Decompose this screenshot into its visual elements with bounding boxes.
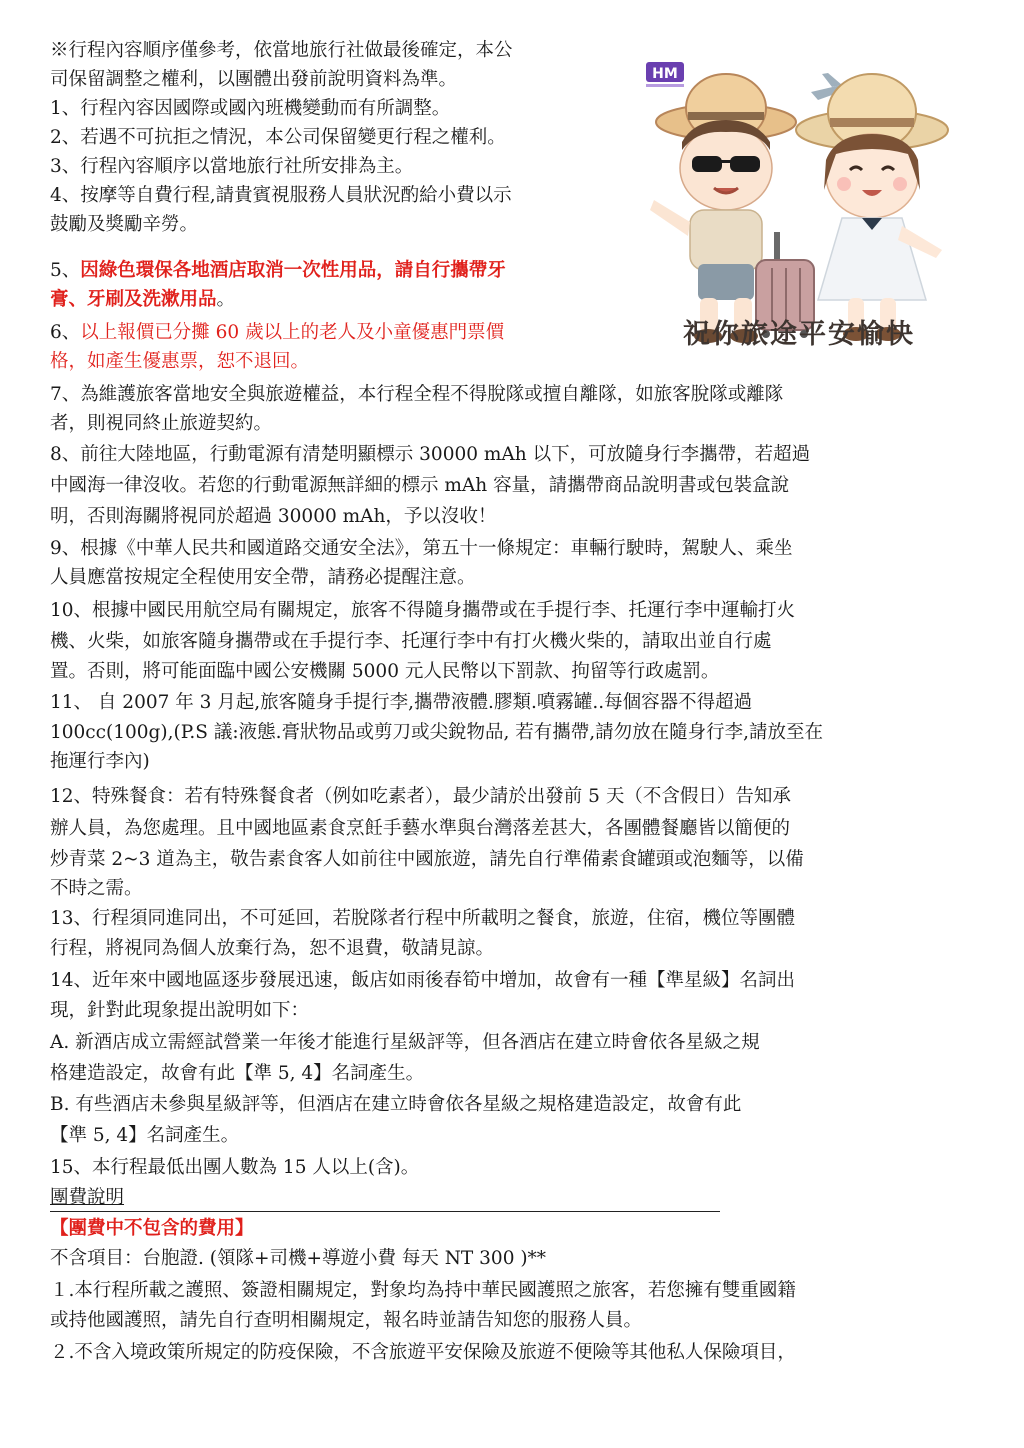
girl-traveler-icon — [796, 74, 948, 341]
item-5 — [50, 256, 506, 285]
note-line: 鼓勵及獎勵辛勞。 — [50, 214, 199, 235]
item-5-warning: 因綠色環保各地酒店取消一次性用品，請自行攜帶牙 — [80, 260, 506, 281]
body-line: 11、 自 2007 年 3 月起,旅客隨身手提行李,攜帶液體.膠類.噴霧罐..每個容器不得超過 — [50, 692, 753, 713]
item-5-number: 5、 — [50, 260, 81, 281]
fee-line: ２.不含入境政策所規定的防疫保險，不含旅遊平安保險及旅遊不便險等其他私人保險項目， — [50, 1342, 796, 1363]
body-line: B. 有些酒店未參與星級評等，但酒店在建立時會依各星級之規格建造設定，故會有此 — [50, 1094, 742, 1115]
body-line: 行程，將視同為個人放棄行為，恕不退費，敬請見諒。 — [50, 938, 495, 959]
excluded-fees-heading: 【團費中不包含的費用】 — [50, 1218, 254, 1239]
body-line: 不時之需。 — [50, 878, 143, 899]
body-line: 14、近年來中國地區逐步發展迅速，飯店如雨後春筍中增加，故會有一種【準星級】名詞出 — [50, 970, 796, 991]
note-line: ※行程內容順序僅參考，依當地旅行社做最後確定，本公 — [50, 40, 513, 61]
body-line: 9、根據《中華人民共和國道路交通安全法》，第五十一條規定：車輛行駛時，駕駛人、乘坐 — [50, 538, 793, 559]
item-6 — [50, 318, 504, 347]
body-line: 7、為維護旅客當地安全與旅遊權益，本行程全程不得脫隊或擅自離隊，如旅客脫隊或離隊 — [50, 384, 784, 405]
logo — [646, 62, 684, 87]
body-line: A. 新酒店成立需經試營業一年後才能進行星級評等，但各酒店在建立時會依各星級之規 — [50, 1032, 760, 1053]
body-line: 現，針對此現象提出說明如下： — [50, 1000, 310, 1021]
body-line: 置。否則，將可能面臨中國公安機關 5000 元人民幣以下罰款、拘留等行政處罰。 — [50, 661, 720, 682]
body-line: 8、前往大陸地區，行動電源有清楚明顯標示 30000 mAh 以下，可放隨身行李攜帶，若超過 — [50, 444, 811, 465]
item-6-notice: 以上報價已分攤 60 歲以上的老人及小童優惠門票價 — [80, 322, 505, 343]
fee-line: １.本行程所載之護照、簽證相關規定，對象均為持中華民國護照之旅客，若您擁有雙重國籍 — [50, 1280, 796, 1301]
fee-heading: 團費說明 — [50, 1187, 125, 1208]
body-line: 13、行程須同進同出，不可延回，若脫隊者行程中所載明之餐食，旅遊，住宿，機位等團體 — [50, 908, 796, 929]
fee-line: 不含項目：台胞證. (領隊+司機+導遊小費 每天 NT 300 )** — [50, 1248, 547, 1269]
body-line: 中國海一律沒收。若您的行動電源無詳細的標示 mAh 容量，請攜帶商品說明書或包裝盒說 — [50, 475, 790, 496]
item-6-cont: 格，如產生優惠票，恕不退回。 — [50, 351, 310, 372]
body-line: 15、本行程最低出團人數為 15 人以上(含)。 — [50, 1157, 420, 1178]
body-line: 機、火柴，如旅客隨身攜帶或在手提行李、托運行李中有打火機火柴的，請取出並自行處 — [50, 631, 772, 652]
body-line: 拖運行李內) — [50, 751, 150, 772]
note-line: 司保留調整之權利，以團體出發前說明資料為準。 — [50, 69, 458, 90]
note-line: 1、行程內容因國際或國內班機變動而有所調整。 — [50, 98, 451, 119]
fee-line: 或持他國護照，請先自行查明相關規定，報名時並請告知您的服務人員。 — [50, 1310, 643, 1331]
illustration-caption: 祝你旅途平安愉快 — [683, 319, 915, 350]
item-5-cont — [50, 285, 235, 314]
note-line: 3、行程內容順序以當地旅行社所安排為主。 — [50, 156, 414, 177]
note-line: 4、按摩等自費行程,請貴賓視服務人員狀況酌給小費以示 — [50, 185, 512, 206]
item-6-number: 6、 — [50, 322, 81, 343]
body-line: 【準 5, 4】名詞產生。 — [50, 1125, 240, 1146]
svg-text:HM: HM — [652, 66, 678, 82]
section-divider — [50, 1211, 720, 1212]
body-line: 100cc(100g),(P.S 議:液態.膏狀物品或剪刀或尖銳物品, 若有攜帶,請勿放在隨身行李,請放至在 — [50, 722, 823, 743]
body-line: 12、特殊餐食：若有特殊餐食者（例如吃素者），最少請於出發前 5 天（不含假日）告知承 — [50, 786, 791, 807]
body-line: 明，否則海關將視同於超過 30000 mAh，予以沒收！ — [50, 506, 497, 527]
body-line: 辦人員，為您處理。且中國地區素食烹飪手藝水準與台灣落差甚大，各團體餐廳皆以簡便的 — [50, 818, 791, 839]
travel-couple-illustration — [636, 50, 962, 356]
body-line: 人員應當按規定全程使用安全帶，請務必提醒注意。 — [50, 567, 476, 588]
note-line: 2、若遇不可抗拒之情況，本公司保留變更行程之權利。 — [50, 127, 506, 148]
body-line: 炒青菜 2~3 道為主，敬告素食客人如前往中國旅遊，請先自行準備素食罐頭或泡麵等，以備 — [50, 849, 804, 870]
body-line: 格建造設定，故會有此【準 5, 4】名詞產生。 — [50, 1063, 425, 1084]
item-5-warning-cont: 膏、牙刷及洗漱用品 — [50, 289, 217, 310]
travel-couple-icon — [636, 50, 962, 356]
body-line: 10、根據中國民用航空局有關規定，旅客不得隨身攜帶或在手提行李、托運行李中運輸打火 — [50, 600, 796, 621]
body-line: 者，則視同終止旅遊契約。 — [50, 413, 273, 434]
item-5-end: 。 — [216, 289, 236, 310]
